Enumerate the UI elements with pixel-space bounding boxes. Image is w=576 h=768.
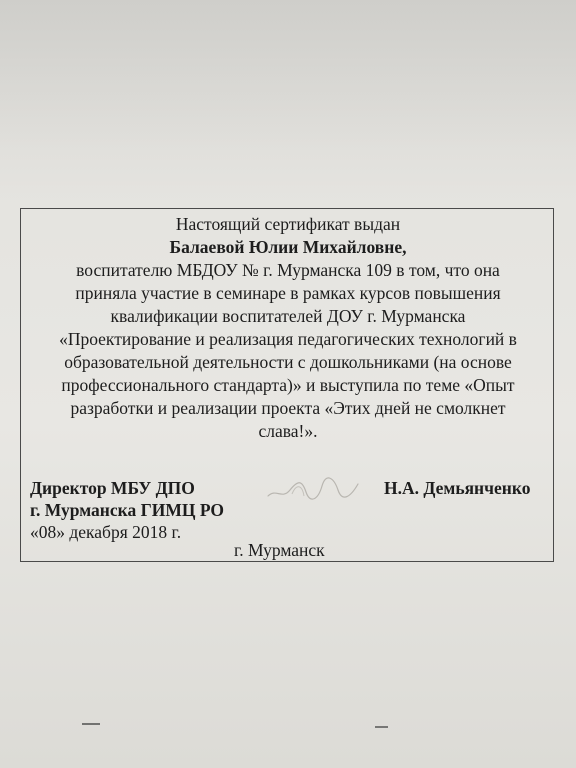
certificate-text-line: приняла участие в семинаре в рамках курсов повышения bbox=[75, 283, 501, 303]
paper-marks bbox=[0, 690, 576, 768]
certificate-intro: Настоящий сертификат выдан bbox=[175, 214, 401, 234]
director-block bbox=[30, 477, 224, 543]
certificate-text-line: слава!». bbox=[258, 421, 318, 441]
certificate-text-line: разработки и реализации проекта «Этих дней не смолкнет bbox=[70, 398, 506, 418]
certificate-text-line: воспитателю МБДОУ № г. Мурманска 109 в том, что она bbox=[76, 260, 500, 280]
certificate-text-line: профессионального стандарта)» и выступила по теме «Опыт bbox=[61, 375, 515, 395]
certificate-text-line: квалификации воспитателей ДОУ г. Мурманска bbox=[110, 306, 466, 326]
director-title: Директор МБУ ДПО bbox=[30, 478, 195, 498]
signatory-name: Н.А. Демьянченко bbox=[384, 478, 531, 498]
issue-city: г. Мурманск bbox=[234, 540, 325, 560]
certificate-text-line: «Проектирование и реализация педагогических технологий в bbox=[59, 329, 517, 349]
certificate-text-line: образовательной деятельности с дошкольниками (на основе bbox=[64, 352, 512, 372]
recipient-name: Балаевой Юлии Михайловне, bbox=[169, 237, 407, 257]
issue-date: «08» декабря 2018 г. bbox=[30, 522, 182, 542]
certificate-body bbox=[28, 213, 548, 443]
handwritten-signature bbox=[262, 470, 362, 506]
page-shadow bbox=[0, 0, 576, 200]
director-organization: г. Мурманска ГИМЦ РО bbox=[30, 500, 225, 520]
